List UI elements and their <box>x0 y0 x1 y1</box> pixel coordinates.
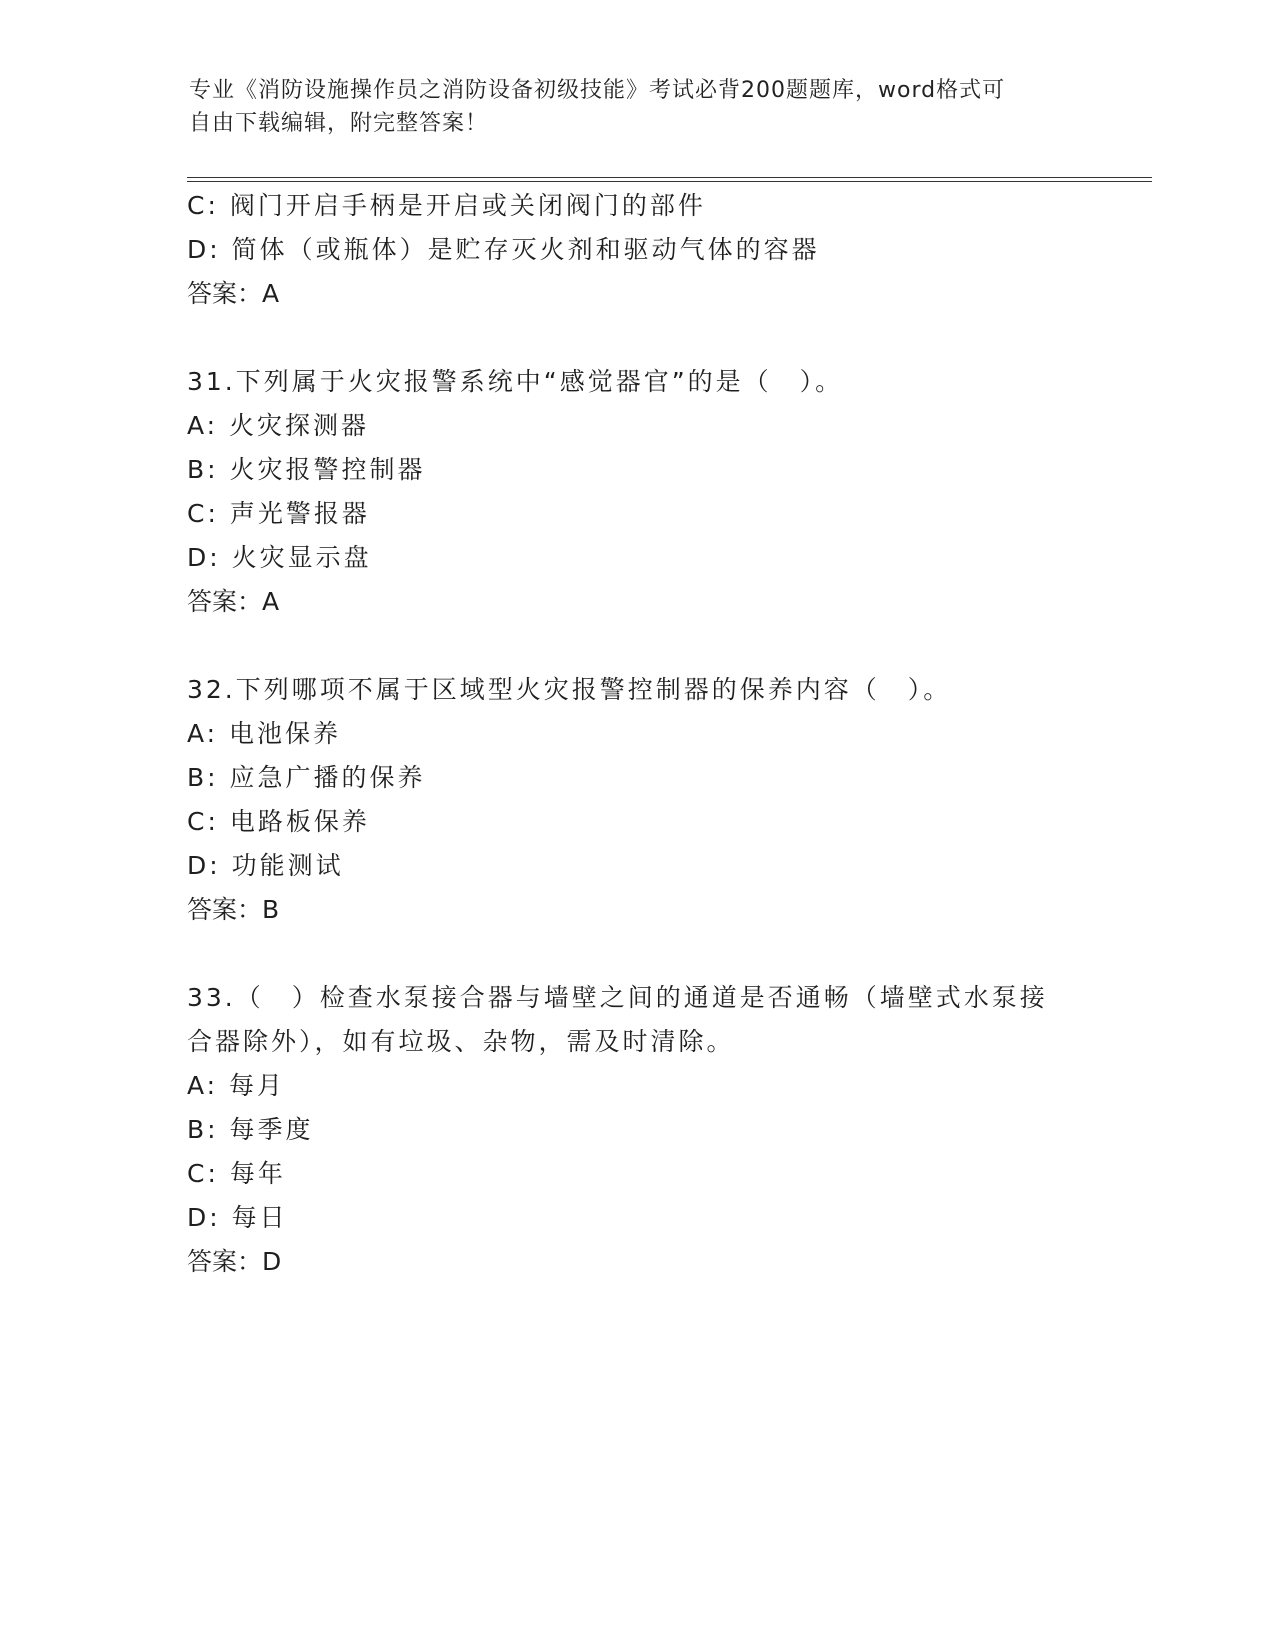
option-a: A: 每月 <box>187 1071 286 1100</box>
option-c: C: 声光警报器 <box>187 499 370 528</box>
document-header <box>189 74 1089 140</box>
header-line-2: 自由下载编辑，附完整答案！ <box>189 111 489 136</box>
option-b: B: 每季度 <box>187 1115 314 1144</box>
header-divider <box>187 177 1152 182</box>
option-d: D: 简体（或瓶体）是贮存灭火剂和驱动气体的容器 <box>187 235 820 264</box>
question-stem: 33.（ ）检查水泵接合器与墙壁之间的通道是否通畅（墙壁式水泵接 <box>187 983 1048 1012</box>
question-stem: 31.下列属于火灾报警系统中“感觉器官”的是（ ）。 <box>187 367 844 396</box>
option-b: B: 应急广播的保养 <box>187 763 426 792</box>
option-d: D: 每日 <box>187 1203 288 1232</box>
option-b: B: 火灾报警控制器 <box>187 455 426 484</box>
option-c: C: 阀门开启手柄是开启或关闭阀门的部件 <box>187 191 706 220</box>
answer-line: 答案：D <box>187 1247 282 1276</box>
option-c: C: 电路板保养 <box>187 807 370 836</box>
option-d: D: 火灾显示盘 <box>187 543 372 572</box>
option-a: A: 火灾探测器 <box>187 411 370 440</box>
option-a: A: 电池保养 <box>187 719 342 748</box>
question-stem-continued: 合器除外），如有垃圾、杂物，需及时清除。 <box>187 1027 735 1056</box>
question-stem: 32.下列哪项不属于区域型火灾报警控制器的保养内容（ ）。 <box>187 675 952 704</box>
answer-line: 答案：A <box>187 587 280 616</box>
option-c: C: 每年 <box>187 1159 286 1188</box>
answer-line: 答案：B <box>187 895 280 924</box>
answer-line: 答案：A <box>187 279 280 308</box>
header-line-1: 专业《消防设施操作员之消防设备初级技能》考试必背200题题库，word格式可 <box>189 78 1006 103</box>
option-d: D: 功能测试 <box>187 851 344 880</box>
